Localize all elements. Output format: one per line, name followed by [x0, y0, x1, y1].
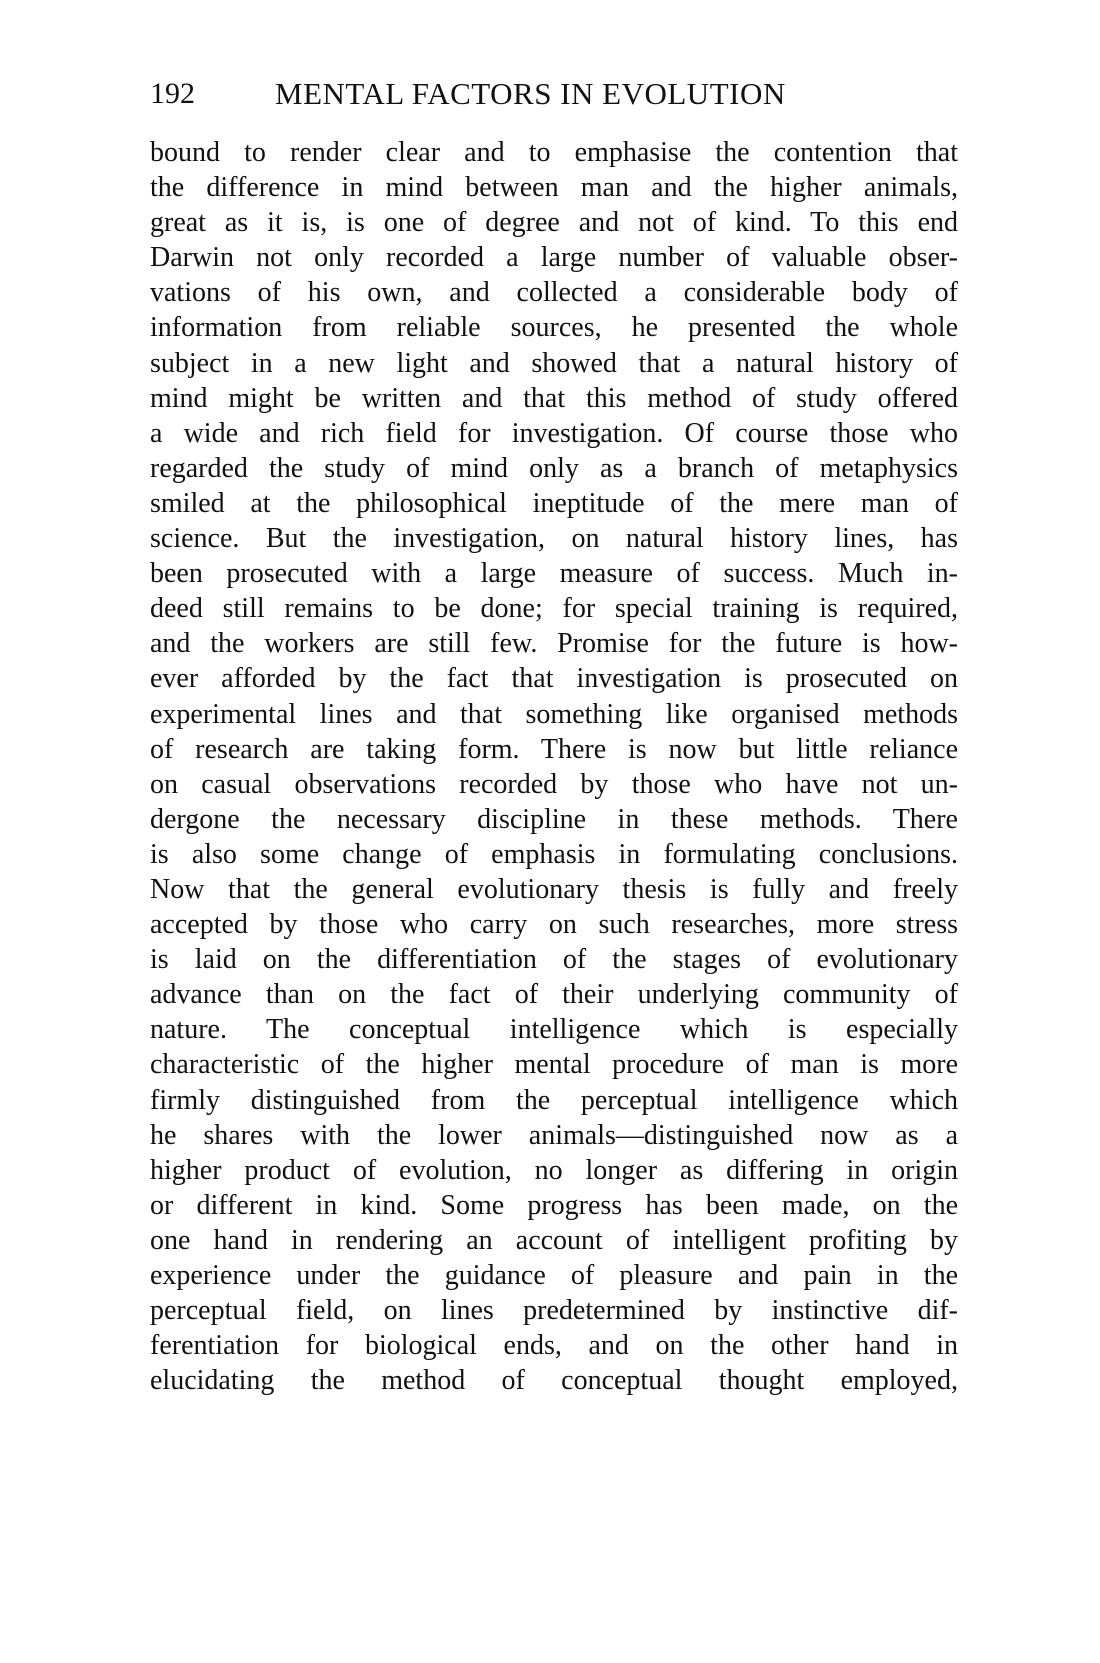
text-line: Now that the general evolutionary thesis is fully and freely: [150, 873, 958, 905]
text-line: is also some change of emphasis in formulating conclusions.: [150, 838, 958, 870]
text-line: information from reliable sources, he presented the whole: [150, 312, 958, 344]
text-line: or different in kind. Some progress has been made, on the: [150, 1189, 958, 1221]
text-line: nature. The conceptual intelligence which is especially: [150, 1014, 958, 1046]
text-line: experience under the guidance of pleasure and pain in the: [150, 1260, 958, 1291]
text-line: of research are taking form. There is now but little reliance: [150, 733, 958, 765]
text-line: advance than on the fact of their underlying community of: [150, 979, 958, 1011]
text-line: the difference in mind between man and the higher animals,: [150, 172, 958, 204]
text-line: smiled at the philosophical ineptitude of the mere man of: [150, 487, 958, 519]
text-line: Darwin not only recorded a large number of valuable obser-: [150, 242, 958, 274]
text-line: a wide and rich field for investigation. Of course those who: [150, 417, 958, 449]
text-line: science. But the investigation, on natural history lines, has: [150, 523, 958, 555]
body-text: [150, 135, 958, 1398]
text-line: experimental lines and that something like organised methods: [150, 698, 958, 730]
text-line: is laid on the differentiation of the stages of evolutionary: [150, 944, 958, 976]
text-line: he shares with the lower animals—distinguished now as a: [150, 1119, 958, 1151]
text-line: elucidating the method of conceptual thought employed,: [150, 1365, 958, 1397]
text-line: firmly distinguished from the perceptual intelligence which: [150, 1084, 958, 1116]
text-line: vations of his own, and collected a considerable body of: [150, 277, 958, 309]
text-line: mind might be written and that this method of study offered: [150, 382, 958, 414]
text-line: regarded the study of mind only as a branch of metaphysics: [150, 452, 958, 484]
text-line: one hand in rendering an account of intelligent profiting by: [150, 1224, 958, 1256]
text-line: and the workers are still few. Promise for the future is how-: [150, 628, 958, 660]
text-line: on casual observations recorded by those who have not un-: [150, 768, 958, 800]
text-line: bound to render clear and to emphasise the contention that: [150, 137, 958, 168]
text-line: perceptual field, on lines predetermined by instinctive dif-: [150, 1295, 958, 1327]
text-line: dergone the necessary discipline in these methods. There: [150, 803, 958, 835]
running-title: MENTAL FACTORS IN EVOLUTION: [275, 76, 786, 111]
page-number: 192: [150, 77, 195, 110]
text-line: deed still remains to be done; for special training is required,: [150, 593, 958, 625]
text-line: accepted by those who carry on such researches, more stress: [150, 909, 958, 941]
text-line: great as it is, is one of degree and not of kind. To this end: [150, 207, 958, 239]
text-line: higher product of evolution, no longer as differing in origin: [150, 1154, 958, 1186]
text-line: been prosecuted with a large measure of success. Much in-: [150, 558, 958, 590]
text-line: ferentiation for biological ends, and on the other hand in: [150, 1330, 958, 1362]
running-head: [150, 74, 970, 114]
text-line: ever afforded by the fact that investigation is prosecuted on: [150, 663, 958, 695]
text-line: characteristic of the higher mental procedure of man is more: [150, 1049, 958, 1081]
text-line: subject in a new light and showed that a natural history of: [150, 347, 958, 379]
